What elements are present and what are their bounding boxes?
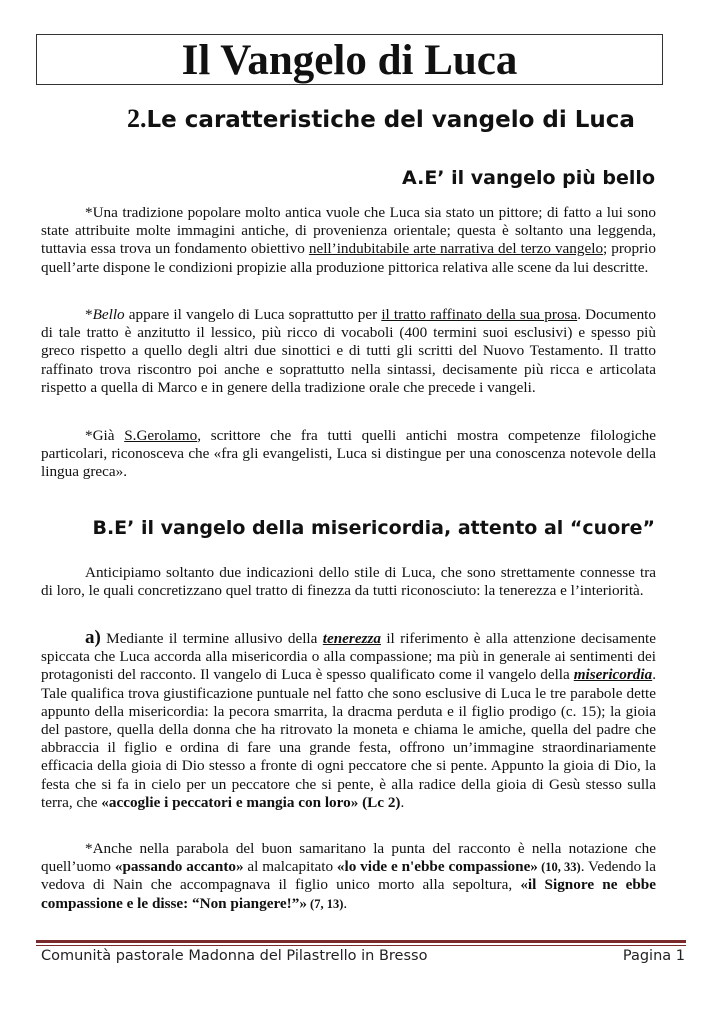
italic-text: Bello <box>92 306 125 323</box>
text: al malcapitato <box>243 858 337 876</box>
list-label: a) <box>85 627 101 648</box>
text: il riferimento è alla attenzione decisamente spiccata che Luca accorda alla misericordia o alla compassione; ma più in generale ai sentimenti dei protagonisti del racconto. Il vangelo di Luca è spesso qualificato come il vangelo della <box>41 630 656 684</box>
text: *Anche nella parabola del buon samaritano la punta del racconto è nella notazione che quell’uomo <box>41 840 656 876</box>
title-box <box>36 34 663 85</box>
section-a-paragraph-2 <box>41 306 656 397</box>
text: * <box>85 306 93 323</box>
reference-text: (10, 33) <box>537 860 581 875</box>
reference-text: (7, 13) <box>306 896 344 911</box>
text: . Tale qualifica trova giustificazione puntuale nel fatto che sono esclusive di Luca le tre parabole dette appunto della misericordia: la pecora smarrita, la dracma perduta e il figlio prodigo (c. 15); la gioia del pastore, quella della donna che ha ritrovato la moneta e chiama le amiche, quella del padre che abbraccia il figlio e ordina di fare una grande festa, offrono un’immagine straordinariamente efficacia della gioia di Dio stesso a fronte di ogni peccatore che si pente. Appunto la gioia di Dio, la festa che si fa in cielo per un peccatore che si pente, è alla radice della gioia di Gesù stesso sulla terra, che <box>41 666 656 811</box>
section-2-number: 2. <box>127 104 147 133</box>
section-b-paragraph-3 <box>41 840 656 913</box>
quote-text: «lo vide e n'ebbe compassione» <box>336 858 538 876</box>
text: . <box>343 894 348 912</box>
quote-text: «accoglie i peccatori e mangia con loro» (Lc 2) <box>101 793 401 811</box>
text: appare il vangelo di Luca soprattutto per <box>124 306 382 323</box>
text: . Documento di tale tratto è anzitutto il lessico, più ricco di vocaboli (400 termini suoi esclusivi) e spesso più greco rispetto a quello degli altri due sinottici e di tutti gli scritti del Nuovo Testamento. Il tratto raffinato trova riscontro poi anche e soprattutto nella sintassi, decisamente più ricca e articolata rispetto a quella di Marco e in genere della tradizione orale che precede i vangeli. <box>41 306 656 396</box>
section-b-heading: B.E’ il vangelo della misericordia, attento al “cuore” <box>92 517 655 539</box>
text: Anticipiamo soltanto due indicazioni dello stile di Luca, che sono strettamente connesse tra di loro, le quali concretizzano quel tratto di finezza da tutti riconosciuto: la tenerezza e l’interiorità. <box>41 564 656 600</box>
emphasis-text: tenerezza <box>322 630 381 647</box>
section-2-title: Le caratteristiche del vangelo di Luca <box>146 107 635 133</box>
section-b-paragraph-1 <box>41 564 656 600</box>
footer-divider <box>36 940 686 946</box>
text: *Già <box>85 427 125 444</box>
section-a-paragraph-3 <box>41 427 656 482</box>
text: Mediante il termine allusivo della <box>100 630 323 647</box>
footer-organization: Comunità pastorale Madonna del Pilastrello in Bresso <box>41 948 428 964</box>
section-2-heading <box>36 104 725 134</box>
underlined-text: nell’indubitabile arte narrativa del terzo vangelo <box>308 240 604 258</box>
emphasis-text: misericordia <box>573 666 653 684</box>
section-a-heading: A.E’ il vangelo più bello <box>402 167 655 189</box>
page-title: Il Vangelo di Luca <box>181 37 518 84</box>
text: *Una tradizione popolare molto antica vuole che Luca sia stato un pittore; di fatto a lui sono state attribuite molte immagini antiche, di provenienza orientale; questa è soltanto una leggenda, tuttavia essa trova un fondamento obiettivo <box>41 204 656 258</box>
text: . Vedendo la vedova di Nain che accompagnava il figlio unico morto alla sepoltura, <box>41 858 656 894</box>
text: , scrittore che fra tutti quelli antichi mostra competenze filologiche particolari, riconosceva che «fra gli evangelisti, Luca si distingue per una conoscenza notevole della lingua greca». <box>41 427 656 481</box>
text: ; proprio quell’arte dispone le condizioni propizie alla produzione pittorica relativa alle scene da lui descritte. <box>41 240 656 276</box>
section-b-paragraph-a <box>41 629 656 812</box>
text: . <box>400 793 405 811</box>
section-a-paragraph-1 <box>41 204 656 277</box>
page-number: Pagina 1 <box>622 948 685 964</box>
quote-text: «il Signore ne ebbe compassione e le disse: “Non piangere!”» <box>41 876 656 912</box>
underlined-text: il tratto raffinato della sua prosa <box>381 306 578 323</box>
quote-text: «passando accanto» <box>114 858 244 876</box>
underlined-text: S.Gerolamo <box>124 427 198 444</box>
